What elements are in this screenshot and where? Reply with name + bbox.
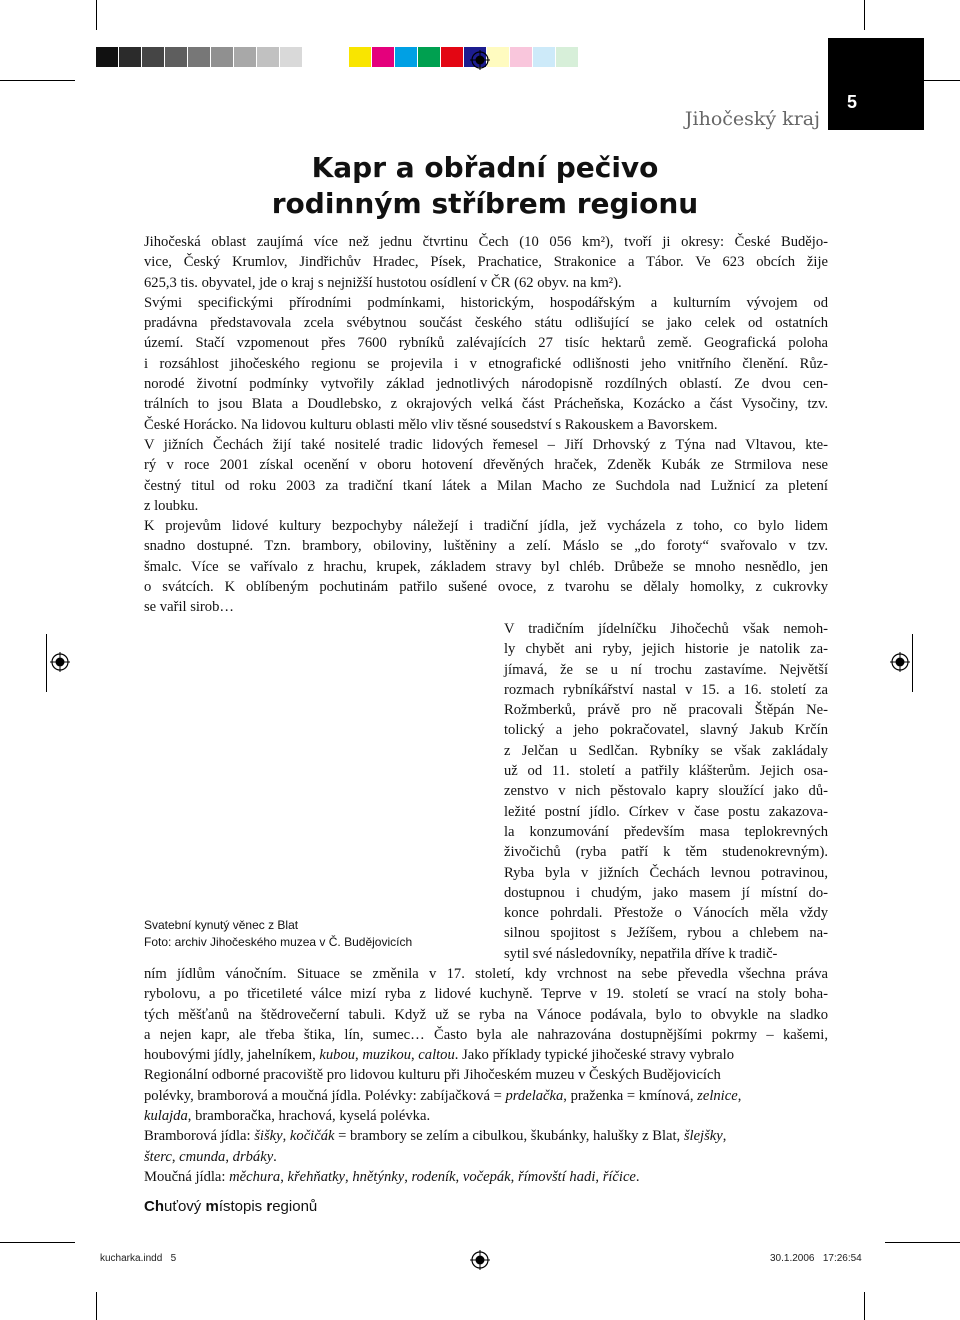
text-line: tých měšťanů na štědrovečerní tabuli. Když už se ryba na Vánoce podávala, bylo to obvykle na sladko bbox=[144, 1006, 828, 1023]
color-swatch bbox=[119, 47, 142, 67]
color-swatch bbox=[303, 47, 326, 67]
text-line: už od 11. století a patřily klášterům. Jejich osa- bbox=[504, 763, 828, 780]
text-line: rybolovu, a po třicetileté válce mizí ryba z lidové kuchyně. Teprve v 19. století se vrací na stoly boha- bbox=[144, 986, 828, 1003]
color-swatch bbox=[372, 47, 395, 67]
crop-mark bbox=[46, 634, 47, 692]
text-line: České Horácko. Na lidovou kulturu oblasti mělo vliv těsné sousedství s Rakouskem a Bavorskem. bbox=[144, 416, 718, 433]
caption-credit: Foto: archiv Jihočeského muzea v Č. Budějovicích bbox=[144, 935, 413, 949]
text-line: rozmach rybníkářství nastal v 15. a 16. století za bbox=[504, 681, 828, 698]
slug-timestamp: 30.1.2006 17:26:54 bbox=[770, 1253, 862, 1264]
color-swatch bbox=[142, 47, 165, 67]
article-body-bottom bbox=[144, 964, 828, 1187]
title-line: Kapr a obřadní pečivo bbox=[311, 151, 659, 184]
text-line: snadno dostupné. Tzn. brambory, obiloviny, luštěniny a zelí. Máslo se „do foroty“ svařovalo v tzv. bbox=[144, 538, 828, 555]
crop-mark bbox=[885, 1242, 960, 1243]
text-line: Moučná jídla: měchura, křehňatky, hnětýnky, rodeník, vočepák, římovští hadi, říčice. bbox=[144, 1168, 640, 1185]
book-title-footer: Chuťový místopis regionů bbox=[144, 1198, 318, 1215]
text-line: rý v roce 2001 získal ocenění v oboru hotovení dřevěných hraček, Zdeněk Kubák ze Strmilova nese bbox=[144, 457, 828, 474]
text-line: norodé životní podmínky vytvořily základ jednotlivých národopisně rozdílných oblastí. Ze dvou cen- bbox=[144, 376, 828, 393]
crop-mark bbox=[0, 1242, 75, 1243]
caption-title: Svatební kynutý věnec z Blat bbox=[144, 918, 299, 932]
page-number: 5 bbox=[846, 92, 857, 112]
running-head: Jihočeský kraj bbox=[684, 108, 820, 130]
paragraph-lines bbox=[144, 964, 828, 1045]
color-swatch bbox=[257, 47, 280, 67]
text-line: ly chybět ani ryby, jejich historie je natolik za- bbox=[504, 641, 828, 658]
color-swatch bbox=[556, 47, 579, 67]
article-body-right-column bbox=[504, 619, 828, 964]
crop-mark bbox=[96, 0, 97, 30]
registration-mark-icon bbox=[50, 652, 70, 672]
text-line: Bramborová jídla: šišky, kočičák = brambory se zelím a cibulkou, škubánky, halušky z Blat, šlejšky, bbox=[144, 1128, 727, 1145]
text-line: silnou spojitost s Ježíšem, rybou a chlebem na- bbox=[504, 925, 828, 942]
color-swatch bbox=[234, 47, 257, 67]
text-line: a nejen kapr, ale třeba štika, lín, sumec… Často byla ale nahrazována dostupnějšími pokrmy – kašemi, bbox=[144, 1026, 828, 1043]
registration-mark-icon bbox=[470, 1250, 490, 1270]
text-line: 625,3 tis. obyvatel, jde o kraj s nejnižší hustotou osídlení v ČR (62 obyv. na km²). bbox=[144, 274, 622, 291]
color-calibration-bar bbox=[96, 47, 579, 67]
text-line: tolický a jeho pokračovatel, slavný Jakub Krčín bbox=[504, 722, 828, 739]
text-line: pradávna představovala zcela svébytnou součást českého státu odlišující se jako celek od ostatních bbox=[144, 315, 828, 332]
text-line: polévky, bramborová a moučná jídla. Polévky: zabíjačková = prdelačka, praženka = kmínová, zelnice, bbox=[144, 1087, 742, 1104]
crop-mark bbox=[912, 634, 913, 692]
color-swatch bbox=[165, 47, 188, 67]
text-line: vice, Český Krumlov, Jindřichův Hradec, Písek, Prachatice, Strakonice a Tábor. Ve 623 obcích žije bbox=[144, 254, 828, 271]
color-swatch bbox=[395, 47, 418, 67]
text-line: houbovými jídly, jahelníkem, kubou, muzikou, caltou. Jako příklady typické jihočeské stravy vybralo bbox=[144, 1047, 735, 1064]
text-line: se vařil sirob… bbox=[144, 599, 234, 616]
page-number-tab bbox=[828, 38, 924, 130]
color-swatch bbox=[441, 47, 464, 67]
text-line: trálních to jsou Blata a Doudlebsko, z okrajových velká část Prácheňska, Kozácko a část Vysočiny, tzv. bbox=[144, 396, 828, 413]
registration-mark-icon bbox=[890, 652, 910, 672]
registration-mark-icon bbox=[470, 50, 490, 70]
text-line: jímavá, že se u ní trochu zastavíme. Největší bbox=[504, 661, 828, 678]
color-swatch bbox=[487, 47, 510, 67]
text-line: šterc, cmunda, drbáky. bbox=[144, 1148, 277, 1165]
article-title bbox=[200, 150, 770, 222]
text-line: Jihočeská oblast zaujímá více než jednu čtvrtinu Čech (10 056 km²), tvoří ji okresy: České Budějo- bbox=[144, 234, 828, 250]
text-line: K projevům lidové kultury bezpochyby náležejí i tradiční jídla, jež vycházela z toho, co bylo lidem bbox=[144, 518, 828, 535]
crop-mark bbox=[864, 0, 865, 30]
text-line: Svými specifickými přírodními podmínkami, historickým, hospodářským a kulturním vývojem od bbox=[144, 294, 828, 311]
text-line: ležité postní jídlo. Církev v čase postu zakazova- bbox=[504, 803, 828, 820]
color-swatch bbox=[510, 47, 533, 67]
crop-mark bbox=[864, 1292, 865, 1320]
text-line: zenstvo v nich pěstovalo kapry sloužící jako dů- bbox=[504, 783, 828, 800]
text-line: šmalc. Více se vařívalo z hrachu, krupek, základem stravy byl chléb. Drůbeže se mnoho nesnědlo, jen bbox=[144, 558, 828, 575]
text-line: la konzumování především masa teplokrevných bbox=[504, 823, 828, 840]
text-line: živočichů (ryba patří k těm studenokrevným). bbox=[504, 844, 828, 861]
text-line: čestný titul od roku 2003 za tradiční tkaní látek a Milan Macho ze Suchdola nad Lužnicí za pletení bbox=[144, 477, 828, 494]
color-swatch bbox=[211, 47, 234, 67]
slug-filename: kucharka.indd 5 bbox=[100, 1253, 177, 1264]
text-line: ním jídlům vánočním. Situace se změnila v 17. století, kdy vrchnost na sebe převedla všechna práva bbox=[144, 966, 828, 982]
article-body-top bbox=[144, 232, 828, 618]
crop-mark bbox=[0, 80, 75, 81]
text-line: území. Stačí vzpomenout přes 7600 rybníků zalévajících 27 tisíc hektarů země. Geografická poloha bbox=[144, 335, 828, 352]
text-line: V tradičním jídelníčku Jihočechů však nemoh- bbox=[504, 621, 828, 637]
text-line: kulajda, bramboračka, hrachová, kyselá polévka. bbox=[144, 1108, 431, 1125]
text-line: Regionální odborné pracoviště pro lidovou kulturu při Jihočeském muzeu v Českých Budějovicích bbox=[144, 1067, 721, 1084]
photo-caption bbox=[144, 917, 484, 951]
color-swatch bbox=[533, 47, 556, 67]
text-line: Ryba byla v jižních Čechách levnou potravinou, bbox=[504, 864, 828, 881]
text-line: i rozsáhlost jihočeského regionu se projevila i v etnografické odlišnosti jeho vnitřního členění. Růz- bbox=[144, 355, 828, 372]
title-line: rodinným stříbrem regionu bbox=[271, 187, 699, 220]
text-line: konce pohrdali. Přestože o Vánocích měla vždy bbox=[504, 905, 828, 922]
text-line: z loubku. bbox=[144, 497, 199, 514]
text-line: z Jelčan u Sedlčan. Rybníky se však zakládaly bbox=[504, 742, 828, 759]
color-swatch bbox=[96, 47, 119, 67]
text-line: o svátcích. K oblíbeným pochutinám patřilo sušené ovoce, z tvarohu se dělaly homolky, z cukrovky bbox=[144, 579, 828, 596]
color-swatch bbox=[326, 47, 349, 67]
crop-mark bbox=[96, 1292, 97, 1320]
color-swatch bbox=[280, 47, 303, 67]
color-swatch bbox=[188, 47, 211, 67]
text-line: dostupnou i chudým, jako masem jí místní do- bbox=[504, 884, 828, 901]
text-line: sytil své následovníky, nepatřila dříve k tradič- bbox=[504, 945, 778, 962]
color-swatch bbox=[349, 47, 372, 67]
text-line: V jižních Čechách žijí také nositelé tradic lidových řemesel – Jiří Drhovský z Týna nad Vltavou, kte- bbox=[144, 436, 828, 453]
color-swatch bbox=[418, 47, 441, 67]
text-line: Rožmberků, právě pro ně pracovali Štěpán Ne- bbox=[504, 702, 828, 719]
